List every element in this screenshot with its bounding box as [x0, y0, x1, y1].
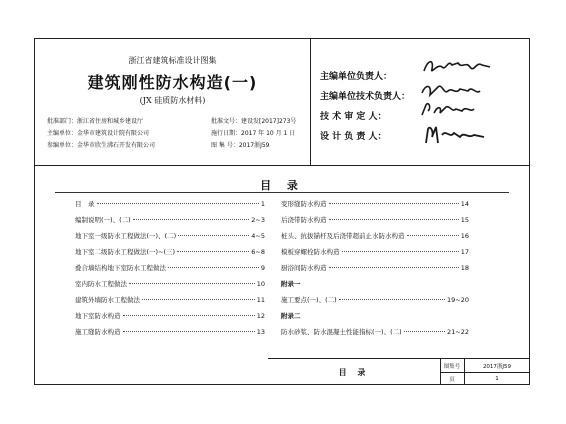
toc-leader [123, 331, 255, 332]
toc-entry[interactable] [281, 231, 469, 241]
toc-entry[interactable] [75, 311, 265, 321]
toc-leader [407, 235, 459, 236]
toc-leader [329, 219, 459, 220]
drawing-frame [34, 38, 530, 385]
approval-dept: 批准部门：浙江省住房和城乡建设厅 [47, 118, 144, 125]
toc-entry[interactable] [281, 247, 469, 257]
chief-tech-head-label: 主编单位技术负责人： [320, 92, 411, 102]
toc-leader [329, 267, 459, 268]
header-left [35, 39, 310, 165]
toc-entry-page: 15 [460, 216, 469, 224]
toc-leader [178, 235, 249, 236]
header-right [310, 39, 529, 165]
toc-leader [133, 219, 250, 220]
toc-entry-page: 19~20 [447, 296, 469, 304]
toc-entry[interactable] [75, 279, 265, 289]
toc-entry-page: 6~8 [251, 248, 265, 256]
toc-heading: 目 录 [260, 179, 304, 192]
title-block-page-label: 页 [440, 372, 465, 385]
toc-entry-label: 施工缝防水构造 [75, 328, 121, 336]
title-block [268, 358, 529, 385]
approval-doc: 批准文号：建设发[2017]273号 [211, 118, 297, 125]
title-block-atlas-label: 图集号 [440, 359, 465, 373]
toc-leader [404, 331, 445, 332]
effective-date: 施行日期：2017 年 10 月 1 日 [211, 130, 296, 137]
toc-entry-page: 1 [260, 200, 265, 208]
toc-leader [177, 251, 249, 252]
header-block [35, 39, 529, 166]
toc-entry[interactable] [75, 215, 265, 225]
signature-tech-reviewer [418, 97, 518, 123]
toc-entry-label: 桩头、抗拔锚杆及后浇带超前止水防水构造 [281, 232, 405, 240]
toc-entry-label: 建筑外墙防水工程做法 [75, 296, 140, 304]
toc-leader [339, 299, 445, 300]
title-block-atlas-value: 2017浙J59 [465, 359, 529, 373]
toc-entry-label: 编制说明(一)、(二) [75, 216, 131, 224]
chief-editor-unit: 主编单位：金华市建筑设计院有限公司 [47, 130, 150, 137]
toc-entry-page: 9 [260, 264, 265, 272]
toc-entry-page: 12 [256, 312, 265, 320]
toc-leader [97, 203, 259, 204]
toc-appendix-label: 附录二 [281, 312, 301, 320]
toc-entry-label: 厨浴间防水构造 [281, 264, 327, 272]
title-block-page-value: 1 [495, 375, 499, 382]
toc-leader [129, 283, 255, 284]
toc-entry[interactable] [281, 199, 469, 209]
tech-reviewer-label: 技 术 审 定 人： [320, 112, 387, 122]
toc-entry[interactable] [75, 295, 265, 305]
toc-entry-label: 地下室防水构造 [75, 312, 121, 320]
toc-leader [142, 299, 255, 300]
toc-entry[interactable] [75, 263, 265, 273]
toc-entry-page: 11 [256, 296, 265, 304]
design-head-label: 设 计 负 责 人： [320, 132, 387, 142]
toc-entry[interactable] [75, 247, 265, 257]
atlas-name: 浙江省建筑标准设计图集 [128, 56, 217, 65]
toc-entry-label: 模板穿螺栓防水构造 [281, 248, 340, 256]
toc-entry-label: 施工要点(一)、(二) [281, 296, 337, 304]
toc-entry-label: 变形缝防水构造 [281, 200, 327, 208]
toc-entry-page: 10 [256, 280, 265, 288]
toc-entry-label: 地下室二级防水工程做法(一)~(三) [75, 248, 176, 256]
toc-entry[interactable] [75, 231, 265, 241]
toc-appendix-heading [281, 279, 469, 289]
header-divider [310, 39, 311, 165]
toc-entry[interactable] [281, 215, 469, 225]
toc-entry-label: 地下室一级防水工程做法(一)、(二) [75, 232, 177, 240]
atlas-title: 建筑刚性防水构造(一) [87, 73, 258, 92]
toc-appendix-label: 附录一 [281, 280, 301, 288]
toc-entry[interactable] [281, 295, 469, 305]
toc-entry[interactable] [75, 327, 265, 337]
toc-entry-page: 2~3 [251, 216, 265, 224]
toc-entry-label: 后浇带防水构造 [281, 216, 327, 224]
atlas-number: 图 集 号：2017浙J59 [211, 142, 270, 149]
atlas-subtitle: (JX 硅质防水材料) [139, 96, 206, 105]
toc-entry-label: 叠合墙结构地下室防水工程做法 [75, 264, 166, 272]
toc-leader [123, 315, 255, 316]
signature-design-head [418, 121, 518, 149]
toc-rule [55, 192, 509, 193]
toc-entry-page: 4~5 [251, 232, 265, 240]
toc-entry[interactable] [281, 263, 469, 273]
toc-entry-label: 目 录 [75, 200, 95, 208]
toc-entry-page: 16 [460, 232, 469, 240]
toc-entry-label: 防水砂浆、防水混凝土性能指标(一)、(二) [281, 328, 402, 336]
toc-appendix-heading [281, 311, 469, 321]
chief-unit-head-label: 主编单位负责人： [320, 72, 393, 82]
toc-leader [342, 251, 459, 252]
toc-entry[interactable] [75, 199, 265, 209]
toc-entry-page: 18 [460, 264, 469, 272]
toc-leader [168, 267, 259, 268]
toc-entry-page: 21~22 [447, 328, 469, 336]
toc-entry-page: 14 [460, 200, 469, 208]
toc-entry[interactable] [281, 327, 469, 337]
participant-unit: 参编单位：金华市欣生沸石开发有限公司 [47, 142, 156, 149]
toc-entry-page: 17 [460, 248, 469, 256]
toc-leader [329, 203, 459, 204]
toc-entry-page: 13 [256, 328, 265, 336]
title-block-name: 目 录 [268, 359, 441, 385]
toc-entry-label: 室内防水工程做法 [75, 280, 127, 288]
